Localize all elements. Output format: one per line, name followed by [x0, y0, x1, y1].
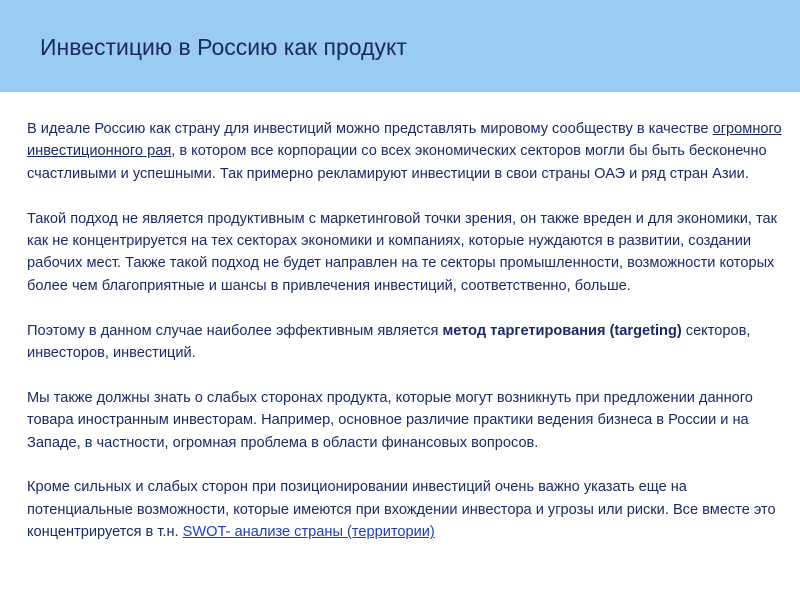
paragraph-3-text-b: секторов, инвесторов, инвестиций.: [27, 322, 751, 362]
paragraph-2: Такой подход не является продуктивным с маркетинговой точки зрения, он также вреден и для экономики, так как не концентрируется на тех секторах экономики и компаниях, которые нуждаются в развитии, создании рабочих мест. Также такой подход не будет направлен на те секторы промышленности, возможности которых более чем благоприятные и шансы в привлечения инвестиций, соответственно, больше.: [27, 210, 778, 294]
paragraph-1: [27, 118, 787, 185]
paragraph-3-text-a: Поэтому в данном случае наиболее эффективным является: [27, 322, 443, 339]
paragraph-5: [27, 476, 787, 543]
title-bar: [0, 0, 800, 92]
paragraph-3: [27, 320, 787, 365]
slide-title: Инвестицию в Россию как продукт: [40, 34, 407, 60]
slide-body: [27, 118, 787, 544]
paragraph-1-text-a: В идеале Россию как страну для инвестиций можно представлять мировому сообществу в качестве: [27, 121, 713, 137]
paragraph-4: Мы также должны знать о слабых сторонах продукта, которые могут возникнуть при предложении данного товара иностранным инвесторам. Например, основное различие практики ведения бизнеса в России и на Западе, в частности, огромная проблема в области финансовых вопросов.: [27, 389, 753, 451]
paragraph-5-text-a: Кроме сильных и слабых сторон при позиционировании инвестиций очень важно указать еще на потенциальные возможности, которые имеются при вхождении инвестора и угрозы или риски. Все вместе это концентрируется в т.н.: [27, 479, 776, 541]
paragraph-1-text-b: , в котором все корпорации со всех экономических секторов могли бы быть бесконечно счастливыми и успешными. Так примерно рекламируют инвестиции в свои страны ОАЭ и ряд стран Азии.: [27, 143, 767, 182]
investment-paradise-link[interactable]: огромного инвестиционного рая: [27, 121, 782, 160]
swot-analysis-link[interactable]: SWOT- анализе страны (территории): [182, 524, 435, 541]
targeting-method-term: метод таргетирования (targeting): [442, 322, 682, 339]
